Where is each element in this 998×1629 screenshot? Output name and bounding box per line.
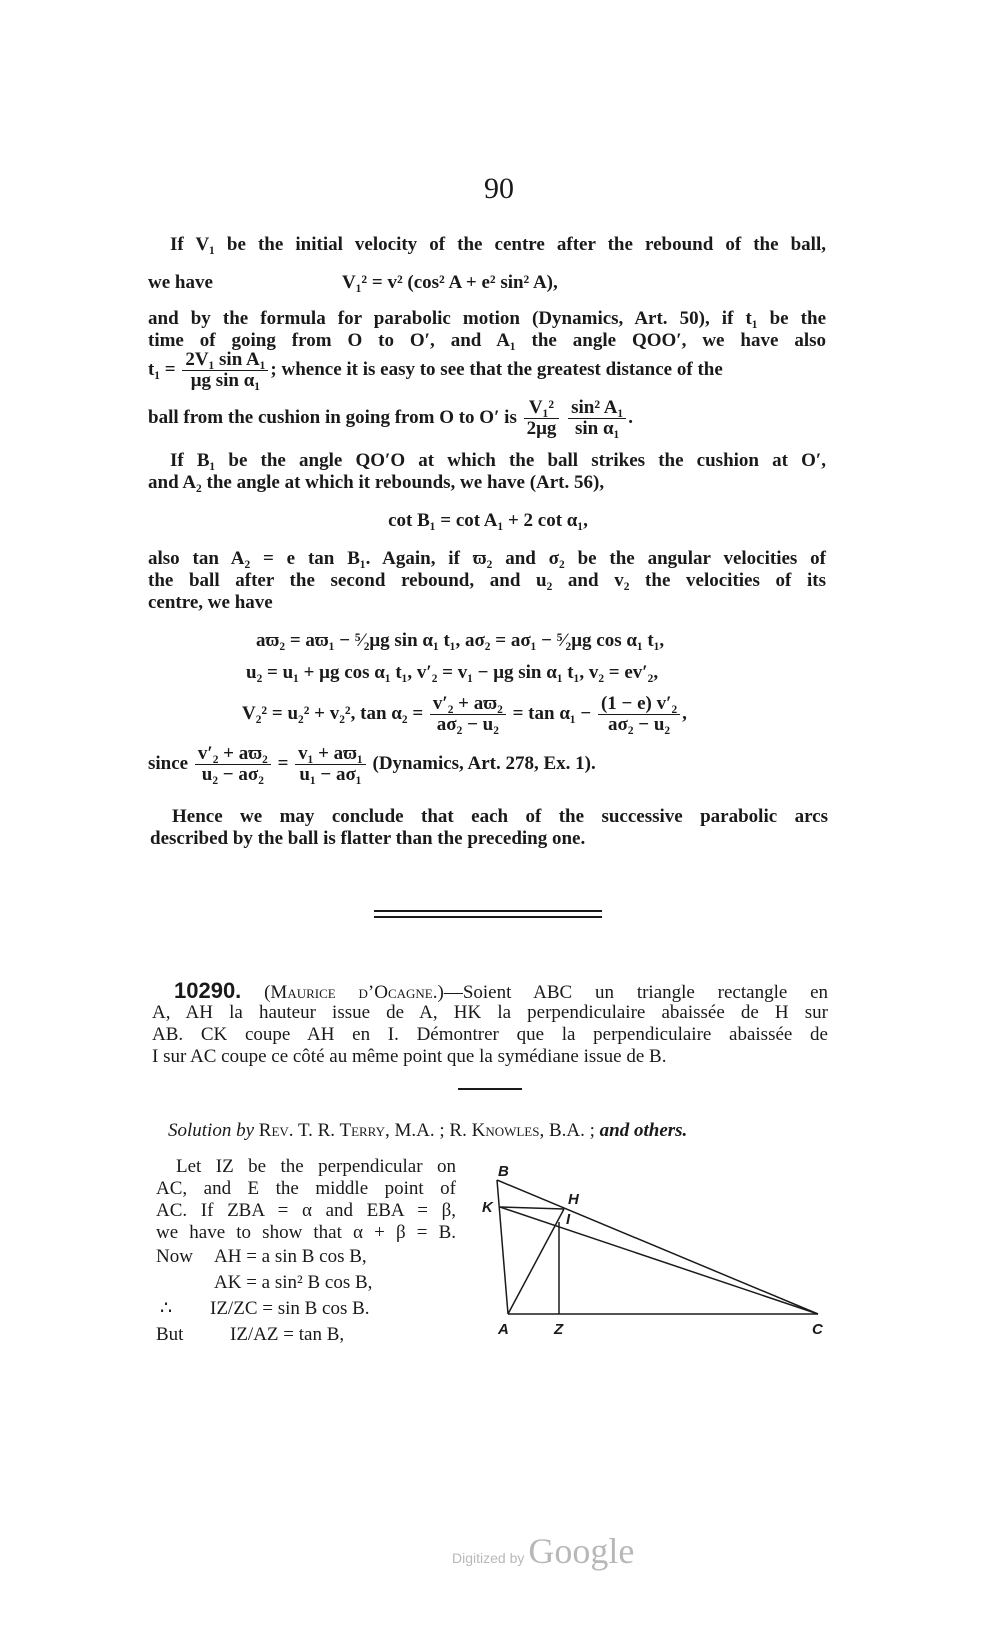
sol-l3: AC. If ZBA = α and EBA = β,	[156, 1200, 456, 1221]
sol-l5a: Now	[156, 1246, 193, 1267]
eq3-f1-num: v′₂ + aϖ₂	[430, 694, 506, 715]
distance-f2-num: sin² A₁	[568, 398, 626, 419]
since-f2-num: v₁ + aϖ₁	[295, 744, 366, 765]
separator-rule-bottom	[374, 916, 602, 918]
problem-line1	[174, 980, 828, 1004]
since-f1-den: u₂ − aσ₂	[201, 764, 264, 785]
t1-numerator: 2V₁ sin A₁	[182, 350, 268, 371]
sol-l8b: IZ/AZ = tan B,	[230, 1324, 345, 1345]
eq-line3-a: V₂² = u₂² + v₂², tan α₂ =	[242, 702, 424, 724]
distance-end: .	[628, 406, 633, 428]
t1-fraction	[182, 350, 268, 391]
label-B: B	[498, 1163, 509, 1180]
problem-line3: AB. CK coupe AH en I. Démontrer que la perpendiculaire abaissée de	[152, 1024, 828, 1045]
segment-BC	[497, 1180, 818, 1314]
separator-rule-top	[374, 910, 602, 912]
eq3-f2-den: aσ₂ − u₂	[608, 714, 671, 735]
p2-line5: centre, we have	[148, 592, 273, 613]
distance-f1-num: V₁²	[524, 398, 560, 419]
label-K: K	[482, 1199, 493, 1216]
solution-names: Rev. T. R. Terry, M.A. ; R. Knowles, B.A. ;	[258, 1120, 595, 1141]
triangle-figure	[470, 1160, 840, 1340]
since-line	[148, 744, 596, 785]
problem-line4: I sur AC coupe ce côté au même point que la symédiane issue de B.	[152, 1046, 667, 1067]
p1-line2: and by the formula for parabolic motion (Dynamics, Art. 50), if t₁ be the	[148, 308, 826, 329]
eq-line3-fraction-1	[430, 694, 506, 735]
google-logo: Google	[528, 1531, 635, 1571]
sol-l6: AK = a sin² B cos B,	[214, 1272, 373, 1293]
eq-line3-fraction-2	[598, 694, 680, 735]
p1-t1-line	[148, 350, 828, 391]
segment-KC	[500, 1207, 818, 1314]
p1-line5-text: ball from the cushion in going from O to O′ is	[148, 406, 517, 428]
t1-rest: ; whence it is easy to see that the greatest distance of the	[270, 358, 723, 380]
p2-eq: cot B₁ = cot A₁ + 2 cot α₁,	[388, 510, 588, 531]
p1-line3: time of going from O to O′, and A₁ the angle QOO′, we have also	[148, 330, 826, 351]
p2-line2: and A₂ the angle at which it rebounds, we have (Art. 56),	[148, 472, 605, 493]
label-I: I	[566, 1211, 571, 1228]
solution-by: Solution by	[168, 1120, 255, 1141]
sol-l7b: IZ/ZC = sin B cos B.	[210, 1298, 370, 1319]
eq3-f2-num: (1 − e) v′₂	[598, 694, 680, 715]
eq-line3-b: = tan α₁ −	[512, 702, 592, 724]
eq3-f1-den: aσ₂ − u₂	[436, 714, 499, 735]
segment-HK	[500, 1207, 564, 1209]
sol-l7a: ∴	[160, 1298, 173, 1319]
p2-line4: the ball after the second rebound, and u₂ and v₂ the velocities of its	[148, 570, 826, 591]
solution-others: and others.	[599, 1120, 688, 1141]
p1-line1: If V₁ be the initial velocity of the centre after the rebound of the ball,	[170, 234, 826, 255]
label-C: C	[812, 1321, 823, 1338]
since-f2-den: u₁ − aσ₁	[299, 764, 362, 785]
problem-author: (Maurice d’Ocagne.)	[264, 982, 444, 1003]
segment-AH	[508, 1209, 564, 1314]
since-f1-num: v′₂ + aϖ₂	[195, 744, 271, 765]
p2-line1: If B₁ be the angle QO′O at which the ball strikes the cushion at O′,	[170, 450, 826, 471]
eq-line1: aϖ₂ = aϖ₁ − ⁵⁄₂μg sin α₁ t₁, aσ₂ = aσ₁ − ⁵⁄₂μg cos α₁ t₁,	[256, 630, 665, 651]
p2-line3: also tan A₂ = e tan B₁. Again, if ϖ₂ and σ₂ be the angular velocities of	[148, 548, 826, 569]
eq-line3	[242, 694, 687, 735]
p1-we-have: we have	[148, 272, 213, 293]
since-reference: (Dynamics, Art. 278, Ex. 1).	[372, 752, 596, 774]
sol-l2: AC, and E the middle point of	[156, 1178, 456, 1199]
sol-l1: Let IZ be the perpendicular on	[176, 1156, 456, 1177]
distance-fraction-1	[524, 398, 560, 439]
page-number: 90	[484, 172, 514, 205]
label-A: A	[498, 1321, 509, 1338]
p3-line2: described by the ball is flatter than the preceding one.	[150, 828, 586, 849]
sol-l8a: But	[156, 1324, 184, 1345]
p1-eq1: V₁² = v² (cos² A + e² sin² A),	[342, 272, 558, 293]
since-word: since	[148, 752, 189, 774]
solution-header	[168, 1120, 687, 1142]
problem-number: 10290.	[174, 978, 242, 1003]
eq-line2: u₂ = u₁ + μg cos α₁ t₁, v′₂ = v₁ − μg sin α₁ t₁, v₂ = ev′₂,	[246, 662, 659, 683]
label-Z: Z	[554, 1321, 564, 1338]
since-fraction-2	[295, 744, 366, 785]
digitized-watermark	[452, 1530, 634, 1572]
t1-denominator: μg sin α₁	[190, 370, 261, 391]
since-equals: =	[277, 752, 289, 774]
since-fraction-1	[195, 744, 271, 785]
problem-line1-text: —Soient ABC un triangle rectangle en	[443, 982, 829, 1003]
sol-l4: we have to show that α + β = B.	[156, 1222, 456, 1243]
short-rule	[458, 1088, 522, 1090]
sol-l5b: AH = a sin B cos B,	[214, 1246, 367, 1267]
distance-fraction-2	[568, 398, 626, 439]
eq-line3-c: ,	[682, 702, 687, 724]
segment-AB	[497, 1180, 508, 1314]
distance-f2-den: sin α₁	[575, 418, 620, 439]
label-H: H	[568, 1191, 579, 1208]
distance-f1-den: 2μg	[526, 418, 557, 439]
digitized-text: Digitized by	[452, 1550, 525, 1566]
p1-line5	[148, 398, 633, 439]
p3-line1: Hence we may conclude that each of the successive parabolic arcs	[172, 806, 828, 827]
problem-line2: A, AH la hauteur issue de A, HK la perpendiculaire abaissée de H sur	[152, 1002, 828, 1023]
t1-lhs: t₁ =	[148, 358, 176, 380]
